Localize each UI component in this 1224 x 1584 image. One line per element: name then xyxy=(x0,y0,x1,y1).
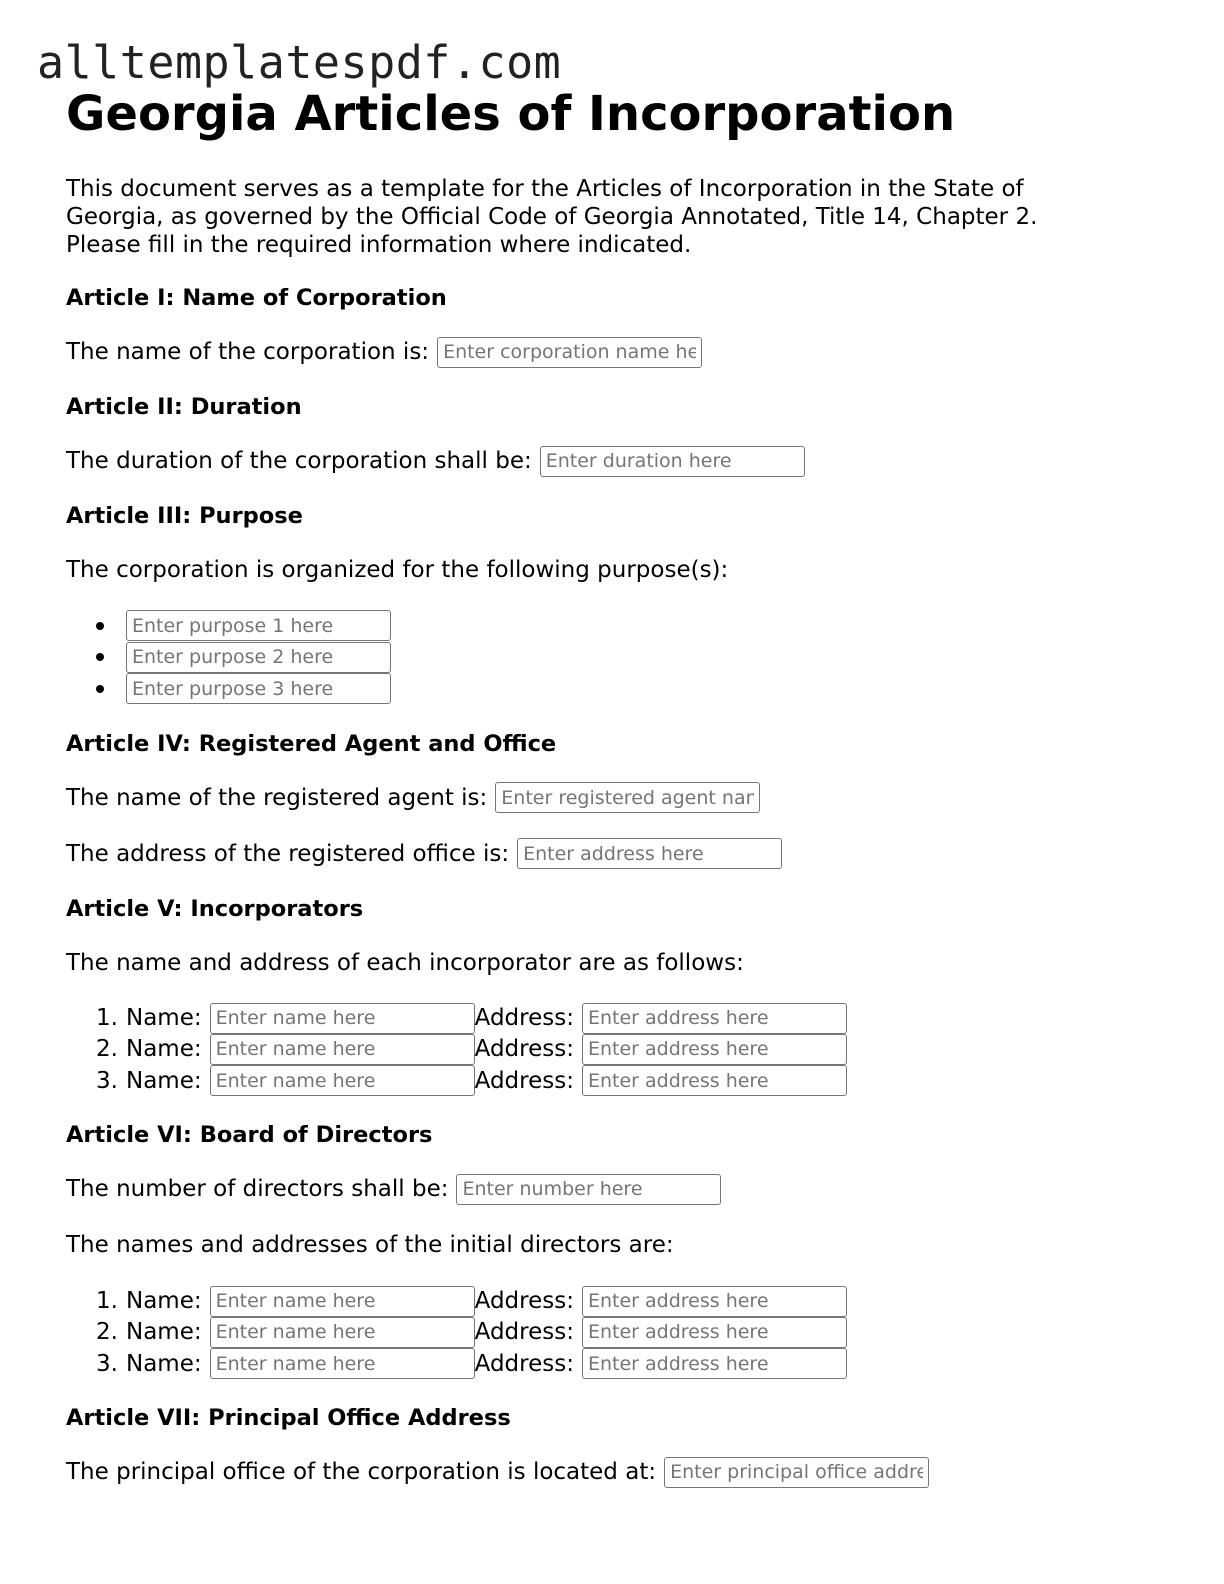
page-title: Georgia Articles of Incorporation xyxy=(66,86,956,142)
registered-office-input[interactable] xyxy=(517,838,782,869)
list-item xyxy=(96,610,1166,642)
incorporator-1-name-input[interactable] xyxy=(210,1003,475,1034)
duration-row xyxy=(66,445,1166,477)
intro-paragraph: This document serves as a template for the Articles of Incorporation in the State of Georgia, as governed by the Official Code of Georgia Annotated, Title 14, Chapter 2. Please fill in the required information where indicated. xyxy=(66,176,1038,258)
bullet-icon xyxy=(96,685,104,693)
purpose-3-input[interactable] xyxy=(126,673,391,704)
registered-office-label: The address of the registered office is: xyxy=(66,840,510,867)
director-1-address-input[interactable] xyxy=(582,1286,847,1317)
corporation-name-input[interactable] xyxy=(437,337,702,368)
duration-input[interactable] xyxy=(540,446,805,477)
principal-office-row xyxy=(66,1456,1166,1488)
item-number: 3. xyxy=(96,1350,118,1377)
bullet-icon xyxy=(96,653,104,661)
director-list xyxy=(66,1285,1166,1379)
article-7-heading: Article VII: Principal Office Address xyxy=(66,1405,511,1432)
list-item xyxy=(96,1065,1166,1096)
item-number: 2. xyxy=(96,1036,118,1063)
address-label: Address: xyxy=(474,1036,574,1063)
director-1-name-input[interactable] xyxy=(210,1286,475,1317)
name-label: Name: xyxy=(126,1350,202,1377)
address-label: Address: xyxy=(474,1288,574,1315)
directors-intro xyxy=(66,1229,1166,1261)
article-6-heading: Article VI: Board of Directors xyxy=(66,1122,433,1149)
bullet-icon xyxy=(96,622,104,630)
purpose-intro xyxy=(66,554,1166,586)
list-item xyxy=(96,1003,1166,1034)
name-label: Name: xyxy=(126,1036,202,1063)
name-label: Name: xyxy=(126,1288,202,1315)
incorporators-intro xyxy=(66,947,1166,979)
item-number: 1. xyxy=(96,1005,118,1032)
list-item xyxy=(96,1034,1166,1065)
corporation-name-label: The name of the corporation is: xyxy=(66,339,430,365)
purpose-list xyxy=(66,610,1166,705)
incorporator-3-address-input[interactable] xyxy=(582,1065,847,1096)
name-label: Name: xyxy=(126,1067,202,1094)
incorporator-3-name-input[interactable] xyxy=(210,1065,475,1096)
corporation-name-row xyxy=(66,336,1166,368)
director-count-input[interactable] xyxy=(456,1174,721,1205)
incorporator-list xyxy=(66,1003,1166,1097)
article-3-heading: Article III: Purpose xyxy=(66,503,303,529)
registered-agent-row xyxy=(66,782,1166,814)
director-count-label: The number of directors shall be: xyxy=(66,1176,449,1203)
name-label: Name: xyxy=(126,1005,202,1032)
director-count-row xyxy=(66,1173,1166,1205)
principal-office-input[interactable] xyxy=(664,1457,929,1488)
item-number: 2. xyxy=(96,1319,118,1346)
article-4-heading: Article IV: Registered Agent and Office xyxy=(66,730,557,757)
registered-agent-input[interactable] xyxy=(495,782,760,813)
duration-label: The duration of the corporation shall be: xyxy=(66,448,532,474)
address-label: Address: xyxy=(474,1350,574,1377)
incorporators-label: The name and address of each incorporator are as follows: xyxy=(66,949,744,976)
registered-office-row xyxy=(66,838,1166,870)
incorporator-1-address-input[interactable] xyxy=(582,1003,847,1034)
director-2-name-input[interactable] xyxy=(210,1317,475,1348)
list-item xyxy=(96,1317,1166,1348)
list-item xyxy=(96,1285,1166,1316)
director-3-name-input[interactable] xyxy=(210,1348,475,1379)
article-2-heading: Article II: Duration xyxy=(66,394,302,420)
article-5-heading: Article V: Incorporators xyxy=(66,895,364,922)
document-body xyxy=(66,86,1166,1488)
name-label: Name: xyxy=(126,1319,202,1346)
purpose-1-input[interactable] xyxy=(126,610,391,641)
purpose-2-input[interactable] xyxy=(126,642,391,673)
incorporator-2-name-input[interactable] xyxy=(210,1034,475,1065)
registered-agent-label: The name of the registered agent is: xyxy=(66,784,488,811)
principal-office-label: The principal office of the corporation is located at: xyxy=(66,1459,657,1486)
list-item xyxy=(96,642,1166,674)
director-2-address-input[interactable] xyxy=(582,1317,847,1348)
list-item xyxy=(96,673,1166,705)
item-number: 3. xyxy=(96,1067,118,1094)
watermark: alltemplatespdf.com xyxy=(37,36,562,89)
address-label: Address: xyxy=(474,1067,574,1094)
incorporator-2-address-input[interactable] xyxy=(582,1034,847,1065)
address-label: Address: xyxy=(474,1005,574,1032)
directors-label: The names and addresses of the initial directors are: xyxy=(66,1232,674,1259)
list-item xyxy=(96,1348,1166,1379)
director-3-address-input[interactable] xyxy=(582,1348,847,1379)
article-1-heading: Article I: Name of Corporation xyxy=(66,285,447,311)
address-label: Address: xyxy=(474,1319,574,1346)
item-number: 1. xyxy=(96,1288,118,1315)
purpose-label: The corporation is organized for the following purpose(s): xyxy=(66,557,729,583)
